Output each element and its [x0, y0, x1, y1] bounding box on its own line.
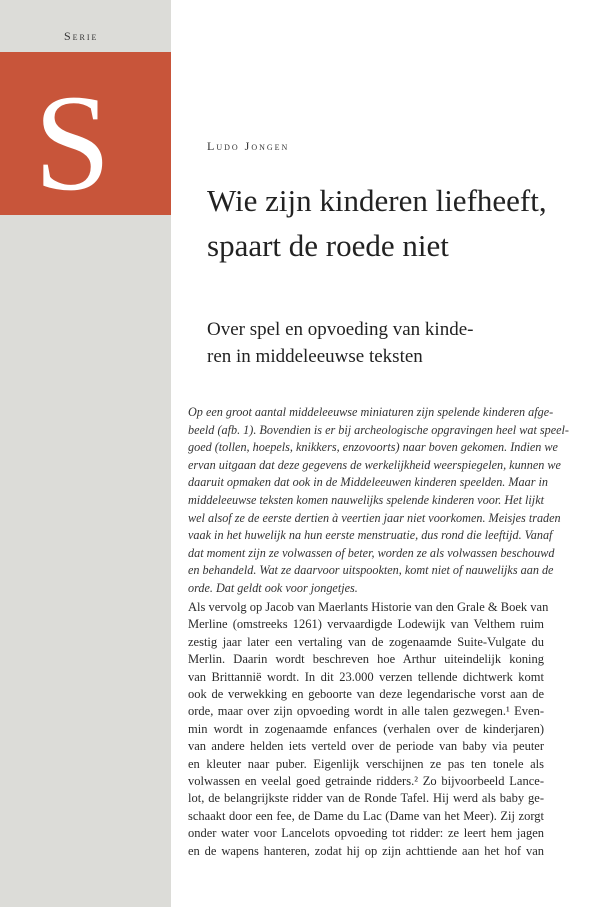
body-line: orde, maar over zijn opvoeding wordt in alle talen gezwegen.¹ Even- [188, 704, 544, 719]
body-line: Merlin. Daarin wordt beschreven hoe Arthur uiteindelijk koning [188, 652, 544, 667]
body-line: Als vervolg op Jacob van Maerlants Historie van den Grale & Boek van [188, 600, 549, 614]
body-line: volwassen en veelal goed getrainde ridders.² Zo bijvoorbeeld Lance- [188, 774, 544, 789]
intro-line: daaruit opmaken dat ook in de Middeleeuwen kinderen speelden. Maar in [188, 475, 549, 490]
subtitle-line: ren in middeleeuwse teksten [207, 346, 423, 367]
article-title: Wie zijn kinderen liefheeft, spaart de roede niet [207, 183, 547, 263]
intro-line: orde. Dat geldt ook voor jongetjes. [188, 580, 358, 595]
body-line: Merline (omstreeks 1261) vervaardigde Lodewijk van Velthem ruim [188, 617, 544, 632]
body-line: van andere helden iets verteld over de periode van baby via peuter [188, 739, 544, 754]
subtitle-line: Over spel en opvoeding van kinde- [207, 319, 474, 340]
body-paragraph [188, 599, 549, 860]
body-line: zestig jaar later een vertaling van de zogenaamde Suite-Vulgate du [188, 634, 544, 649]
body-line: lot, de belangrijkste ridder van de Ronde Tafel. Hij werd als baby ge- [188, 791, 544, 806]
intro-line: en behandeld. Wat ze daarvoor uitspookten, komt niet of nauwelijks aan de [188, 563, 554, 578]
body-line: schaakt door een fee, de Dame du Lac (Dame van het Meer). Zij zorgt [188, 808, 544, 823]
intro-line: vaak in het huwelijk na hun eerste menstruatie, dus rond die leeftijd. Vanaf [188, 528, 553, 543]
intro-paragraph [188, 404, 569, 598]
intro-line: middeleeuwse teksten komen nauwelijks spelende kinderen voor. Het lijkt [188, 492, 544, 507]
body-line: onder water voor Lancelots opvoeding tot ridder: ze leert hem jagen [188, 826, 544, 841]
body-line: van Brittannië wordt. In dit 23.000 verzen tellende dichtwerk komt [188, 669, 544, 684]
series-label: Serie [64, 29, 99, 43]
intro-line: beeld (afb. 1). Bovendien is er bij archeologische opgravingen heel wat speel- [188, 422, 569, 437]
intro-line: dat moment zijn ze volwassen of beter, worden ze als volwassen beschouwd [188, 545, 555, 560]
body-line: min wordt in zogenaamde enfances (verhalen over de kinderjaren) [188, 721, 544, 736]
article-subtitle [207, 316, 567, 370]
intro-line: goed (tollen, hoepels, knikkers, enzovoorts) naar boven gekomen. Indien we [188, 440, 558, 455]
series-initial-letter: S [34, 66, 111, 219]
intro-line: ervan uitgaan dat deze gegevens de werkelijkheid weerspiegelen, kunnen we [188, 457, 561, 472]
intro-line: Op een groot aantal middeleeuwse miniaturen zijn spelende kinderen afge- [188, 405, 554, 419]
series-initial-block [0, 52, 171, 219]
sidebar [0, 0, 171, 907]
body-line: ook de verwekking en geboorte van deze legendarische vorst aan de [188, 687, 544, 702]
body-line: en kleuter naar puber. Eigenlijk verschijnen ze pas ten tonele als [188, 756, 544, 771]
author-name: Ludo Jongen [207, 139, 290, 153]
body-line: en de wapens hanteren, zodat hij op zijn achttiende aan het hof van [188, 843, 544, 858]
intro-line: wel alsof ze de eerste dertien à veertien jaar niet voorkomen. Meisjes traden [188, 510, 561, 525]
